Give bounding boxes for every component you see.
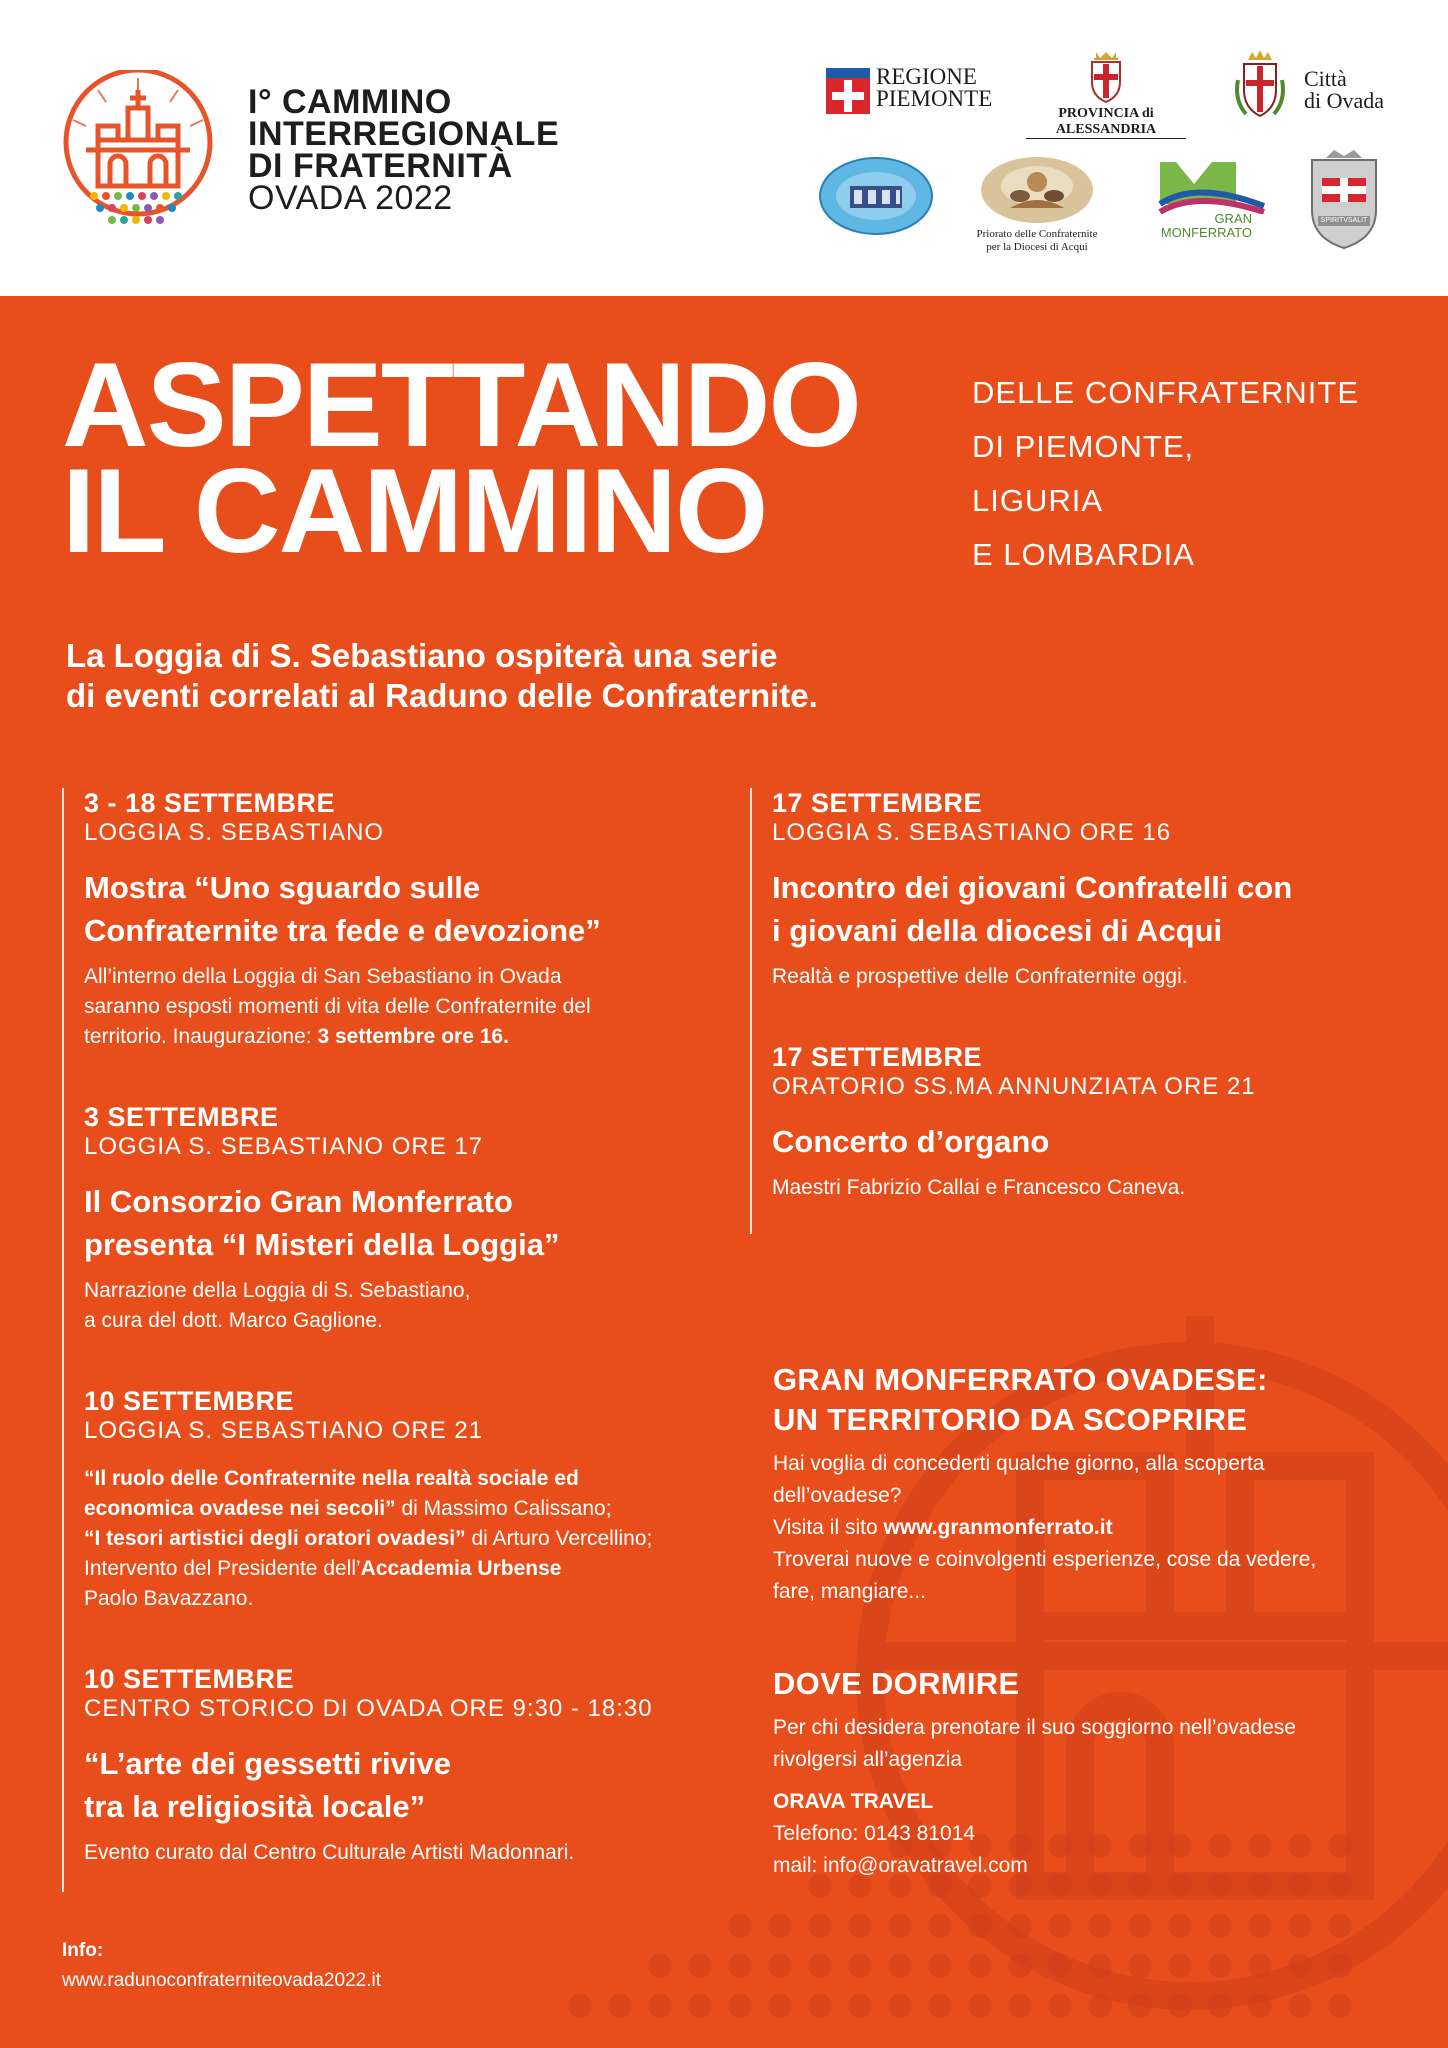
spiritus-shield-icon	[1306, 150, 1382, 250]
decorative-dot	[1248, 1914, 1272, 1938]
event-title-line: Mostra “Uno sguardo sulle	[84, 870, 481, 905]
event-title	[84, 866, 744, 952]
event-title	[772, 866, 1412, 952]
provincia-alessandria-logo	[1026, 50, 1186, 137]
event-desc-line: Maestri Fabrizio Callai e Francesco Caneva.	[772, 1176, 1186, 1199]
poster	[0, 296, 1448, 2048]
section-text-line: Per chi desidera prenotare il suo soggiorno nell’ovadese	[773, 1716, 1296, 1739]
event-desc-line: All’interno della Loggia di San Sebastiano in Ovada	[84, 965, 562, 988]
decorative-dot	[728, 1914, 752, 1938]
event-item	[84, 788, 744, 1052]
piemonte-label: PIEMONTE	[876, 86, 993, 111]
events-left-column	[62, 788, 744, 1892]
event-description	[84, 1276, 744, 1336]
provincia-crest-icon	[1086, 50, 1126, 104]
event-place: CENTRO STORICO DI OVADA ORE 9:30 - 18:30	[84, 1695, 653, 1722]
event-desc-line: Realtà e prospettive delle Confraternite oggi.	[772, 965, 1188, 988]
info-label: Info:	[62, 1940, 104, 1961]
event-description	[84, 1464, 744, 1614]
section-text-line: dell’ovadese?	[773, 1484, 902, 1507]
decorative-dot	[1048, 1954, 1072, 1978]
citta-di-ovada-logo	[1232, 50, 1392, 126]
agency-email[interactable]: mail: info@oravatravel.com	[773, 1854, 1028, 1877]
decorative-dot	[968, 1994, 992, 2018]
info-url[interactable]: www.radunoconfraterniteovada2022.it	[62, 1970, 381, 1991]
decorative-dot	[1288, 1954, 1312, 1978]
decorative-dot	[888, 1914, 912, 1938]
event-item	[84, 1102, 744, 1336]
spiritus-shield-logo	[1306, 150, 1382, 250]
piemonte-flag-icon	[826, 68, 870, 114]
event-item	[84, 1386, 744, 1614]
event-place: LOGGIA S. SEBASTIANO ORE 17	[84, 1133, 484, 1160]
decorative-dot	[928, 1994, 952, 2018]
priorato-painting-icon	[980, 156, 1094, 224]
decorative-dot	[1048, 1914, 1072, 1938]
gran-monferrato-link[interactable]: www.granmonferrato.it	[883, 1516, 1113, 1539]
decorative-dot	[1288, 1914, 1312, 1938]
decorative-dot	[1288, 1994, 1312, 2018]
event-desc-line: a cura del dott. Marco Gaglione.	[84, 1309, 383, 1332]
intro-text	[66, 636, 1066, 716]
event-item	[772, 788, 1412, 992]
decorative-dot	[1248, 1954, 1272, 1978]
decorative-dot	[968, 1954, 992, 1978]
priorato-confraternite-logo	[970, 156, 1104, 256]
decorative-dot	[1128, 1994, 1152, 2018]
decorative-dot	[568, 1994, 592, 2018]
gran-monferrato-logo	[1156, 160, 1266, 244]
decorative-dot	[1008, 1914, 1032, 1938]
decorative-dot	[728, 1954, 752, 1978]
event-date: 17 SETTEMBRE	[772, 1042, 983, 1072]
territorio-text	[773, 1448, 1413, 1608]
poster-title-line: ASPETTANDO	[62, 338, 860, 472]
decorative-dot	[928, 1914, 952, 1938]
cammino-logo-icon	[58, 70, 218, 230]
intro-line: di eventi correlati al Raduno delle Confraternite.	[66, 677, 818, 714]
decorative-dot	[648, 1954, 672, 1978]
regione-piemonte-logo	[826, 64, 993, 120]
region-line: DELLE CONFRATERNITE	[972, 375, 1360, 410]
event-title-line: Concerto d’organo	[772, 1124, 1050, 1159]
decorative-dot	[888, 1954, 912, 1978]
section-text-line: fare, mangiare...	[773, 1580, 926, 1603]
decorative-dot	[1048, 1994, 1072, 2018]
event-date: 10 SETTEMBRE	[84, 1664, 295, 1694]
di-ovada-label: di Ovada	[1304, 88, 1385, 113]
header-title-line: DI FRATERNITÀ	[248, 147, 513, 185]
event-desc-line: saranno esposti momenti di vita delle Confraternite del	[84, 995, 591, 1018]
event-title-line: i giovani della diocesi di Acqui	[772, 913, 1223, 948]
decorative-dot	[1328, 1914, 1352, 1938]
event-item	[84, 1664, 744, 1868]
section-title-line: UN TERRITORIO DA SCOPRIRE	[773, 1402, 1248, 1437]
decorative-dot	[928, 1954, 952, 1978]
ovada-crest-icon	[1232, 50, 1288, 124]
decorative-dot	[1088, 1914, 1112, 1938]
event-description	[772, 1173, 1412, 1203]
event-title	[772, 1120, 1412, 1163]
decorative-dot	[808, 1914, 832, 1938]
event-title	[84, 1180, 744, 1266]
territorio-section	[773, 1360, 1413, 1608]
event-place: LOGGIA S. SEBASTIANO ORE 16	[772, 819, 1172, 846]
event-title-line: Il Consorzio Gran Monferrato	[84, 1184, 513, 1219]
talk-speaker: di Massimo Calissano;	[395, 1497, 612, 1520]
event-desc-line: Narrazione della Loggia di S. Sebastiano,	[84, 1279, 471, 1302]
header	[0, 0, 1448, 296]
decorative-dot	[888, 1994, 912, 2018]
poster-title	[62, 338, 860, 578]
decorative-dot	[648, 1994, 672, 2018]
decorative-dot	[1008, 1954, 1032, 1978]
event-title	[84, 1742, 744, 1828]
agency-name: ORAVA TRAVEL	[773, 1790, 934, 1813]
event-desc-text: territorio. Inaugurazione:	[84, 1025, 318, 1048]
event-desc-line: Paolo Bavazzano.	[84, 1587, 254, 1610]
decorative-dot	[848, 1994, 872, 2018]
poster-title-line: IL CAMMINO	[62, 444, 767, 578]
decorative-dot	[968, 1914, 992, 1938]
event-item	[772, 1042, 1412, 1203]
decorative-dot	[1208, 1954, 1232, 1978]
decorative-dot	[1328, 1994, 1352, 2018]
decorative-dot	[768, 1954, 792, 1978]
event-place: ORATORIO SS.MA ANNUNZIATA ORE 21	[772, 1073, 1256, 1100]
section-text-line: Troverai nuove e coinvolgenti esperienze, cose da vedere,	[773, 1548, 1317, 1571]
event-date: 17 SETTEMBRE	[772, 788, 983, 818]
header-title-line: I° CAMMINO	[248, 83, 452, 121]
confederazione-badge-icon	[818, 156, 934, 236]
talk-speaker: di Arturo Vercellino;	[465, 1527, 653, 1550]
event-description	[84, 962, 744, 1052]
event-description	[772, 962, 1412, 992]
decorative-dot	[1168, 1954, 1192, 1978]
event-desc-line	[84, 1554, 744, 1584]
event-title-line: “L’arte dei gessetti rivive	[84, 1746, 452, 1781]
intro-line: La Loggia di S. Sebastiano ospiterà una serie	[66, 637, 778, 674]
agency-phone: Telefono: 0143 81014	[773, 1822, 976, 1845]
dormire-section	[773, 1664, 1413, 1882]
decorative-dot	[1168, 1914, 1192, 1938]
event-title-line: Confraternite tra fede e devozione”	[84, 913, 601, 948]
event-desc-text: Intervento del Presidente dell’	[84, 1557, 361, 1580]
event-title-line: Incontro dei giovani Confratelli con	[772, 870, 1293, 905]
decorative-dot	[608, 1994, 632, 2018]
event-desc-line	[84, 1464, 744, 1494]
decorative-dot	[1328, 1954, 1352, 1978]
gran-monferrato-mark-icon	[1156, 160, 1266, 214]
footer-info	[62, 1936, 381, 1996]
talk-title: “Il ruolo delle Confraternite nella realtà sociale ed	[84, 1467, 579, 1490]
priorato-label-line: Priorato delle Confraternite	[976, 228, 1098, 240]
info-block	[773, 1360, 1413, 1882]
dormire-title: DOVE DORMIRE	[773, 1666, 1020, 1701]
section-text-line: rivolgersi all’agenzia	[773, 1748, 963, 1771]
decorative-dot	[1248, 1994, 1272, 2018]
spiritus-label: SPIRITVSALIT	[1320, 217, 1368, 224]
decorative-dot	[1208, 1914, 1232, 1938]
header-title-line: INTERREGIONALE	[248, 115, 560, 153]
decorative-dot	[1088, 1994, 1112, 2018]
section-text-line	[773, 1512, 1413, 1544]
region-line: LIGURIA	[972, 483, 1104, 518]
priorato-label-line: per la Diocesi di Acqui	[986, 241, 1088, 253]
section-title-line: GRAN MONFERRATO OVADESE:	[773, 1362, 1268, 1397]
decorative-dot	[688, 1994, 712, 2018]
event-title-line: tra la religiosità locale”	[84, 1789, 426, 1824]
event-title-line: presenta “I Misteri della Loggia”	[84, 1227, 560, 1262]
header-title-line: OVADA 2022	[248, 179, 453, 217]
provincia-label: PROVINCIA di ALESSANDRIA	[1026, 106, 1186, 139]
regions-subtitle	[972, 366, 1359, 582]
event-date: 3 SETTEMBRE	[84, 1102, 279, 1132]
region-line: E LOMBARDIA	[972, 537, 1195, 572]
event-description	[84, 1838, 744, 1868]
decorative-dot	[1008, 1994, 1032, 2018]
section-text: Visita il sito	[773, 1516, 884, 1539]
region-line: DI PIEMONTE,	[972, 429, 1195, 464]
decorative-dot	[808, 1994, 832, 2018]
citta-label: Città	[1304, 66, 1347, 91]
decorative-dot	[1088, 1954, 1112, 1978]
event-desc-line	[84, 1022, 744, 1052]
territorio-title	[773, 1360, 1413, 1440]
event-desc-line: Evento curato dal Centro Culturale Artisti Madonnari.	[84, 1841, 575, 1864]
academy-name: Accademia Urbense	[360, 1557, 562, 1580]
header-title	[248, 83, 560, 217]
section-text-line: Hai voglia di concederti qualche giorno, alla scoperta	[773, 1452, 1265, 1475]
event-date: 3 - 18 SETTEMBRE	[84, 788, 336, 818]
event-desc-line	[84, 1524, 744, 1554]
decorative-dot	[1168, 1994, 1192, 2018]
event-date: 10 SETTEMBRE	[84, 1386, 295, 1416]
decorative-dot	[768, 1994, 792, 2018]
event-desc-line	[84, 1494, 744, 1524]
decorative-dot	[848, 1914, 872, 1938]
talk-title: “I tesori artistici degli oratori ovadesi”	[84, 1527, 466, 1550]
decorative-dot	[688, 1954, 712, 1978]
decorative-dot	[1128, 1954, 1152, 1978]
decorative-dot	[768, 1914, 792, 1938]
decorative-dot	[1128, 1914, 1152, 1938]
gran-label: GRAN	[1214, 211, 1252, 226]
regione-label: REGIONE	[876, 64, 977, 89]
confederazione-confraternite-logo	[818, 156, 934, 236]
decorative-dot	[728, 1994, 752, 2018]
event-place: LOGGIA S. SEBASTIANO ORE 21	[84, 1417, 484, 1444]
decorative-dot	[848, 1954, 872, 1978]
event-place: LOGGIA S. SEBASTIANO	[84, 819, 385, 846]
dormire-text	[773, 1712, 1413, 1882]
inauguration-date: 3 settembre ore 16.	[317, 1025, 509, 1048]
decorative-dot	[808, 1954, 832, 1978]
monferrato-label: MONFERRATO	[1160, 225, 1252, 240]
talk-title: economica ovadese nei secoli”	[84, 1497, 396, 1520]
decorative-dot	[1208, 1994, 1232, 2018]
events-right-column	[750, 788, 1412, 1234]
